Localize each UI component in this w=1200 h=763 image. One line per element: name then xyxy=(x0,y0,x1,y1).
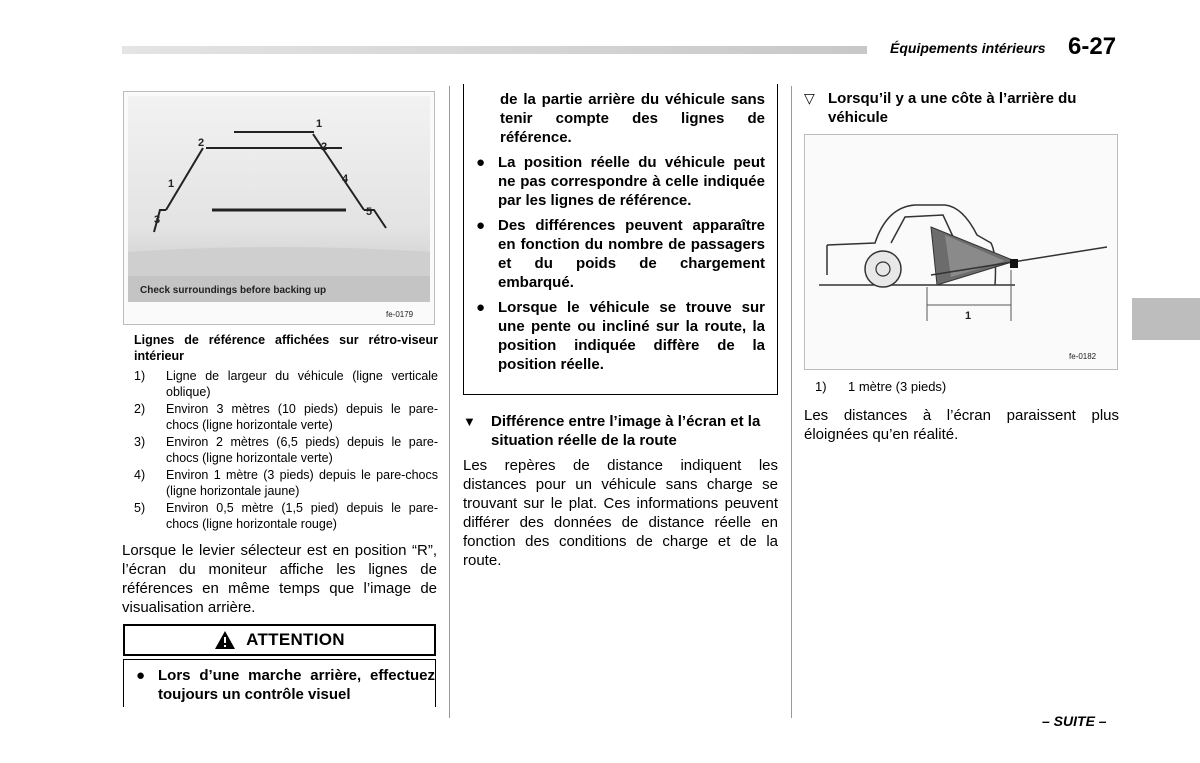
bullet-dot: ● xyxy=(476,217,486,234)
callout-1-left: 1 xyxy=(168,178,175,190)
figure-caption-title: Lignes de référence affichées sur rétro-viseur intérieur xyxy=(134,333,438,363)
attention-header xyxy=(123,624,436,656)
attention-bullet: ● La position réelle du véhicule peut ne pas correspondre à celle indiquée par les lignes de référence. xyxy=(476,154,765,209)
caption-item: 1) Ligne de largeur du véhicule (ligne verticale oblique) xyxy=(134,369,438,399)
attention-bullet: ● Des différences peuvent apparaître en fonction du nombre de passagers et du poids de chargement embarqué. xyxy=(476,217,765,291)
column-divider-left xyxy=(449,86,450,718)
attention-bullet: ● Lorsque le véhicule se trouve sur une pente ou incliné sur la route, la position indiquée diffère de la position réelle. xyxy=(476,299,765,373)
warning-triangle-icon xyxy=(214,630,236,650)
attention-bullet-continuation: de la partie arrière du véhicule sans tenir compte des lignes de référence. xyxy=(500,91,765,146)
caption-list xyxy=(134,368,438,533)
reference-lines-figure xyxy=(123,91,435,325)
continued-label: – SUITE – xyxy=(1042,713,1107,729)
figure2-code: fe-0182 xyxy=(1069,352,1097,361)
caption-item: 3) Environ 2 mètres (6,5 pieds) depuis le pare-chocs (ligne horizontale verte) xyxy=(134,435,438,465)
section-title: Équipements intérieurs xyxy=(890,40,1046,56)
callout-2-right: 2 xyxy=(321,141,328,153)
callout-1-right: 1 xyxy=(316,118,323,130)
figure1-code: fe-0179 xyxy=(386,310,414,319)
callout-5: 5 xyxy=(366,206,373,218)
slope-illustration xyxy=(805,135,1117,369)
section-heading: ▼ Différence entre l’image à l’écran et la situation réelle de la route xyxy=(463,413,761,449)
figure2-caption: 1) 1 mètre (3 pieds) xyxy=(815,379,947,394)
callout-3: 3 xyxy=(154,214,161,226)
section-paragraph: Les repères de distance indiquent les distances pour un véhicule sans charge se trouvant sur le plat. Ces informations peuvent différer des données de distance réelle en fonction des conditions de charge et de la route. xyxy=(463,457,778,569)
attention-bullet: ● Lors d’une marche arrière, effectuez toujours un contrôle visuel xyxy=(136,667,435,703)
attention-content-part1 xyxy=(123,659,436,707)
callout-4: 4 xyxy=(342,173,349,185)
screen-warning-text: Check surroundings before backing up xyxy=(140,285,327,296)
bullet-dot: ● xyxy=(136,667,146,684)
caption-item: 5) Environ 0,5 mètre (1,5 pied) depuis le pare-chocs (ligne horizontale rouge) xyxy=(134,501,438,531)
header-rule xyxy=(122,46,867,54)
caption-item: 4) Environ 1 mètre (3 pieds) depuis le pare-chocs (ligne horizontale jaune) xyxy=(134,468,438,498)
bullet-dot: ● xyxy=(476,154,486,171)
column-divider-right xyxy=(791,86,792,718)
slope-callout: 1 xyxy=(965,310,972,322)
body-paragraph: Lorsque le levier sélecteur est en position “R”, l’écran du moniteur affiche les lignes de références en même temps que l’image de visualisation arrière. xyxy=(122,542,437,616)
subsection-heading: ▽ Lorsqu’il y a une côte à l’arrière du véhicule xyxy=(804,90,1077,126)
slope-paragraph: Les distances à l’écran paraissent plus éloignées qu’en réalité. xyxy=(804,407,1119,443)
reference-lines-illustration xyxy=(124,92,434,324)
page-number: 6-27 xyxy=(1068,33,1117,60)
bullet-dot: ● xyxy=(476,299,486,316)
attention-content-part2 xyxy=(463,84,778,395)
subsection-marker-icon: ▽ xyxy=(804,90,815,106)
callout-2-left: 2 xyxy=(198,137,205,149)
section-marker-icon: ▼ xyxy=(463,414,476,429)
attention-label: ATTENTION xyxy=(246,630,345,649)
slope-figure xyxy=(804,134,1118,370)
chapter-tab xyxy=(1132,298,1200,340)
caption-item: 2) Environ 3 mètres (10 pieds) depuis le pare-chocs (ligne horizontale verte) xyxy=(134,402,438,432)
